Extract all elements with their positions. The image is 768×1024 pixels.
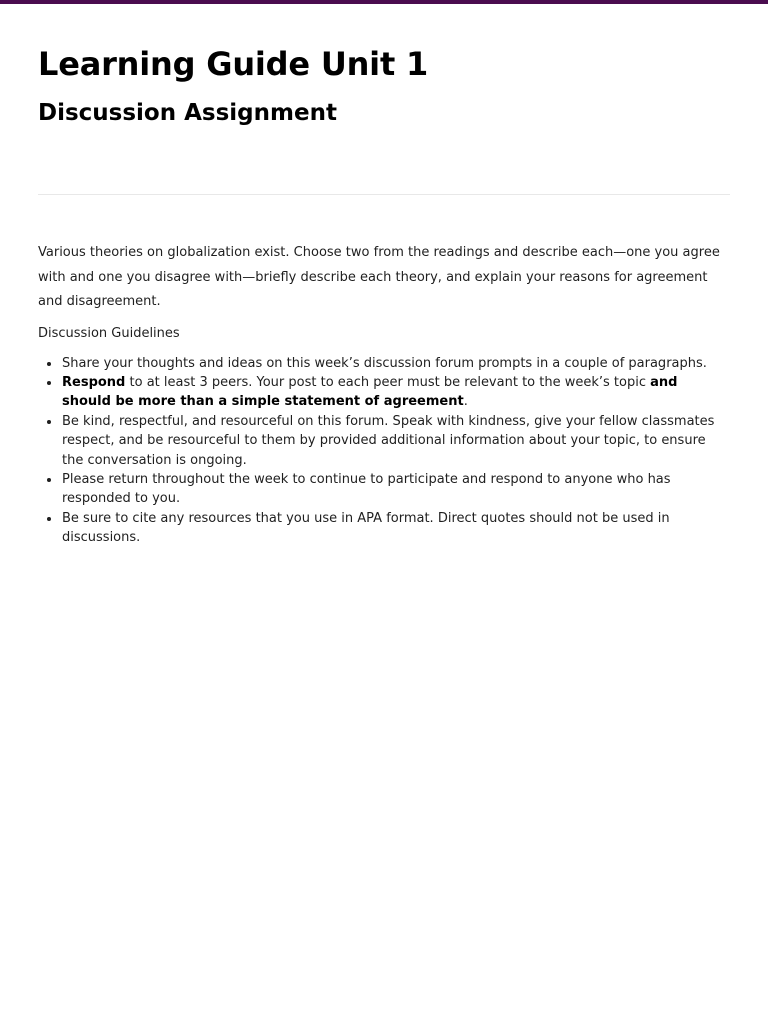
guideline-item xyxy=(61,509,730,548)
guideline-item xyxy=(61,412,730,470)
guideline-text: Be kind, respectful, and resourceful on this forum. Speak with kindness, give your fellow classmates respect, and be resourceful to them by provided additional information about your topic, to ensure the conversation is ongoing. xyxy=(62,413,715,468)
section-divider xyxy=(38,194,730,195)
top-accent-bar xyxy=(0,0,768,4)
guidelines-heading: Discussion Guidelines xyxy=(38,325,180,341)
guideline-text: . xyxy=(463,394,468,410)
guidelines-list xyxy=(38,354,730,548)
page-title: Learning Guide Unit 1 xyxy=(38,45,429,83)
document-content xyxy=(38,44,730,548)
guideline-bold-text: and should be more than a simple statement of agreement xyxy=(62,374,678,410)
guideline-text: Please return throughout the week to continue to participate and respond to anyone who has responded to you. xyxy=(62,471,671,507)
assignment-prompt: Various theories on globalization exist. Choose two from the readings and describe each—one you agree with and one you disagree with—briefly describe each theory, and explain your reasons for agreement and disagreement. xyxy=(38,245,720,309)
guideline-text: to at least 3 peers. Your post to each peer must be relevant to the week’s topic xyxy=(125,374,651,390)
guideline-text: Be sure to cite any resources that you use in APA format. Direct quotes should not be used in discussions. xyxy=(62,510,670,546)
guideline-item xyxy=(61,354,730,373)
guideline-item xyxy=(61,373,730,412)
guideline-text: Share your thoughts and ideas on this week’s discussion forum prompts in a couple of paragraphs. xyxy=(62,355,707,371)
page-subtitle: Discussion Assignment xyxy=(38,100,337,126)
guideline-item xyxy=(61,470,730,509)
guideline-bold-text: Respond xyxy=(62,374,126,390)
